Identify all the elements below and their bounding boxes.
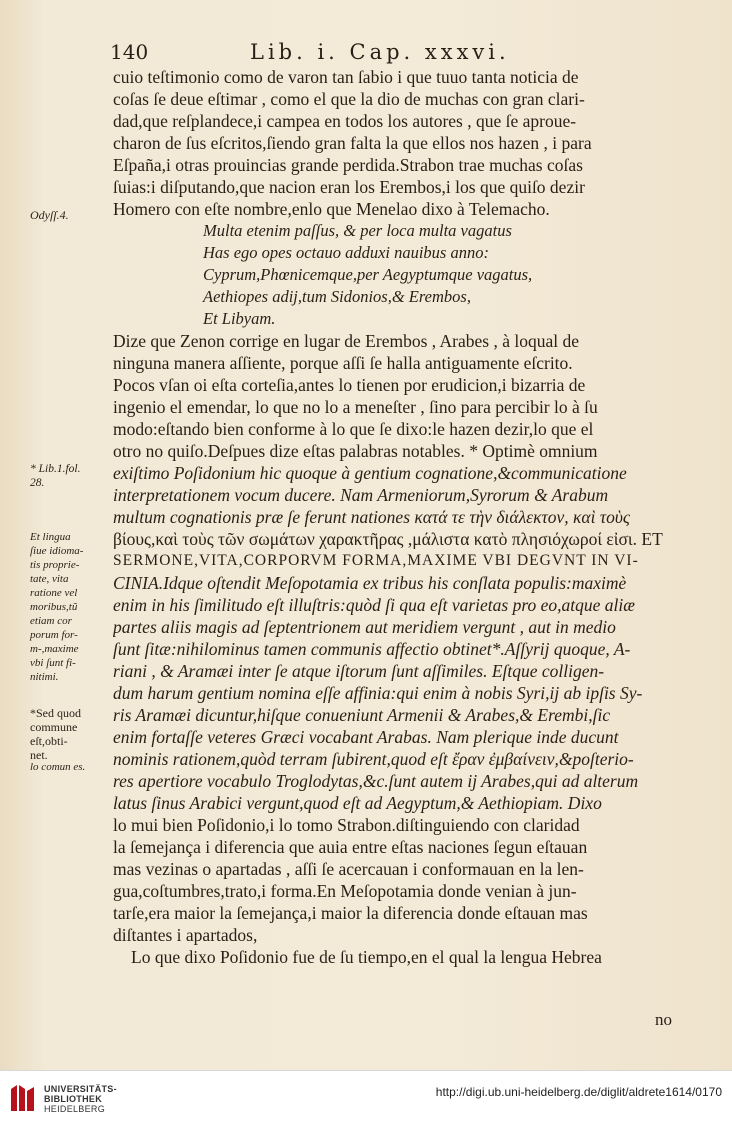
margin-line: etiam cor (30, 615, 72, 627)
text-line: tarſe,era maior la ſemejança,i maior la diferencia donde eſtauan mas (113, 903, 588, 923)
text-line: ingenio el emendar, lo que no lo a meneſter , ſino para percibir lo à ſu (113, 397, 598, 417)
text-line: Pocos vſan oi eſta corteſia,antes lo tienen por erudicion,i bizarria de (113, 375, 586, 395)
text-line: gua,coſtumbres,trato,i forma.En Meſopotamia donde venian à jun- (113, 881, 577, 901)
quote-line: exiſtimo Poſidonium hic quoque à gentium cognatione,&communicatione (113, 463, 627, 483)
library-line: UNIVERSITÄTS- (44, 1084, 117, 1094)
page-number: 140 (110, 40, 149, 64)
text-line: Dize que Zenon corrige en lugar de Erembos , Arabes , à loqual de (113, 331, 580, 351)
running-head (110, 40, 690, 68)
text-line: diſtantes i apartados, (113, 925, 258, 945)
viewer-footer (0, 1070, 732, 1126)
quote-line: latus ſinus Arabici vergunt,quod eſt ad Aegyptum,& Aethiopiam. Dixo (113, 793, 602, 813)
main-text (113, 66, 693, 968)
text-line: la ſemejança i diferencia que auia entre eſtas naciones ſegun eſtauan (113, 837, 588, 857)
text-line: Homero con eſte nombre,enlo que Menelao dixo à Telemacho. (113, 199, 550, 219)
margin-line: moribus,tũ (30, 601, 78, 613)
margin-line: ſiue idioma- (30, 545, 84, 557)
verse-line: Cyprum,Phœnicemque,per Aegyptumque vagatus, (203, 265, 533, 284)
quote-line: enim in his ſimilitudo eſt illuſtris:quòd ſi qua eſt varietas pro eo,atque aliæ (113, 595, 635, 615)
verse-line: Has ego opes octauo adduxi nauibus anno: (203, 243, 489, 262)
margin-note-sed-quod (30, 706, 110, 762)
margin-line: 28. (30, 477, 45, 489)
quote-line: multum cognationis præ ſe ferunt nationes κατά τε τὴν διάλεκτον, καὶ τοὺς (113, 507, 630, 527)
text-line: lo mui bien Poſidonio,i lo tomo Strabon.diſtinguiendo con claridad (113, 815, 580, 835)
margin-line: eſt,obti- (30, 734, 68, 748)
margin-line: m-,maxime (30, 643, 79, 655)
text-line: cuio teſtimonio como de varon tan ſabio i que tuuo tanta noticia de (113, 67, 579, 87)
text-line: mas vezinas o apartadas , aſſi ſe acercauan i conformauan en la len- (113, 859, 584, 879)
margin-note-lib-ref (30, 462, 80, 490)
text-line: Eſpaña,i otras prouincias grande perdida.Strabon trae muchas coſas (113, 155, 583, 175)
margin-line: * Lib.1.fol. (30, 463, 81, 475)
quote-line: riani , & Aramæi inter ſe atque iſtorum ſunt aſſimiles. Eſtque colligen- (113, 661, 605, 681)
verse-line: Multa etenim paſſus, & per loca multa vagatus (203, 221, 512, 240)
greek-line: βίους,καὶ τοὺς τῶν σωμάτων χαρακτῆρας ,μάλιστα κατὸ πλησιόχωροί εἰσι. ET (113, 529, 663, 549)
quote-line: nominis rationem,quòd terram ſubirent,quod eſt ἔραν ἐμβαίνειν,&poſterio- (113, 749, 634, 769)
margin-line: net. (30, 748, 48, 762)
margin-note-odyssey: Odyſſ.4. (30, 208, 69, 222)
margin-line: porum for- (30, 629, 78, 641)
text-line: charon de ſus eſcritos,ſiendo gran falta la que ellos nos hazen , i para (113, 133, 592, 153)
quote-line: CINIA.Idque oſtendit Meſopotamia ex tribus his conſlata populis:maximè (113, 573, 627, 593)
text-line: ninguna manera aſſiente, porque aſſi ſe halla antiguamente eſcrito. (113, 353, 573, 373)
text-line: modo:eſtando bien conforme à lo que ſe dixo:le hazen dezir,lo que el (113, 419, 594, 439)
margin-line: commune (30, 720, 78, 734)
library-line: BIBLIOTHEK (44, 1094, 102, 1104)
library-name (44, 1084, 117, 1114)
library-line: HEIDELBERG (44, 1104, 106, 1114)
quote-line: ſunt ſitæ:nihilominus tamen communis affectio obtinet*.Aſſyrij quoque, A- (113, 639, 631, 659)
chapter-title: Lib. i. Cap. xxxvi. (250, 40, 510, 64)
permalink-url[interactable]: http://digi.ub.uni-heidelberg.de/diglit/aldrete1614/0170 (435, 1085, 722, 1099)
quote-line: enim fortaſſe veteres Græci vocabant Arabas. Nam plerique inde ducunt (113, 727, 619, 747)
text-line: Lo que dixo Poſidonio fue de ſu tiempo,en el qual la lengua Hebrea (131, 947, 602, 967)
margin-line: ratione vel (30, 587, 78, 599)
margin-line: Et lingua (30, 531, 71, 543)
text-line: dad,que reſplandece,i campea en todos los autores , que ſe aproue- (113, 111, 577, 131)
text-line: ſuias:i diſputando,que nacion eran los Erembos,i los que quiſo dezir (113, 177, 585, 197)
margin-line: tate, vita (30, 573, 69, 585)
verse-line: Et Libyam. (203, 309, 276, 328)
verse-line: Aethiopes adij,tum Sidonios,& Erembos, (203, 287, 471, 306)
university-library-logo-icon (8, 1081, 38, 1115)
quote-line: interpretationem vocum ducere. Nam Armeniorum,Syrorum & Arabum (113, 485, 609, 505)
caps-line: SERMONE,VITA,CORPORVM FORMA,MAXIME VBI DEGVNT IN VI- (113, 552, 639, 569)
catchword: no (655, 1010, 672, 1029)
quote-line: res apertiore vocabulo Troglodytas,&c.ſunt autem ij Arabes,qui ad alterum (113, 771, 639, 791)
margin-note-et-lingua (30, 530, 110, 684)
margin-line: tis proprie- (30, 559, 80, 571)
margin-line: vbi ſunt fi- (30, 657, 76, 669)
quote-line: partes aliis magis ad ſeptentrionem aut meridiem vergunt , aut in medio (113, 617, 616, 637)
margin-line: nitimi. (30, 671, 59, 683)
margin-line: *Sed quod (30, 706, 81, 720)
margin-note-lo-comun: lo comun es. (30, 761, 86, 773)
text-line: coſas ſe deue eſtimar , como el que la dio de muchas con gran clari- (113, 89, 585, 109)
quote-line: dum harum gentium nomina eſſe affinia:qui enim à nobis Syri,ij ab ipſis Sy- (113, 683, 643, 703)
quote-line: ris Aramæi dicuntur,hiſque conueniunt Armenii & Arabes,& Erembi,ſic (113, 705, 611, 725)
text-line: otro no quiſo.Deſpues dize eſtas palabras notables. * Optimè omnium (113, 441, 598, 461)
